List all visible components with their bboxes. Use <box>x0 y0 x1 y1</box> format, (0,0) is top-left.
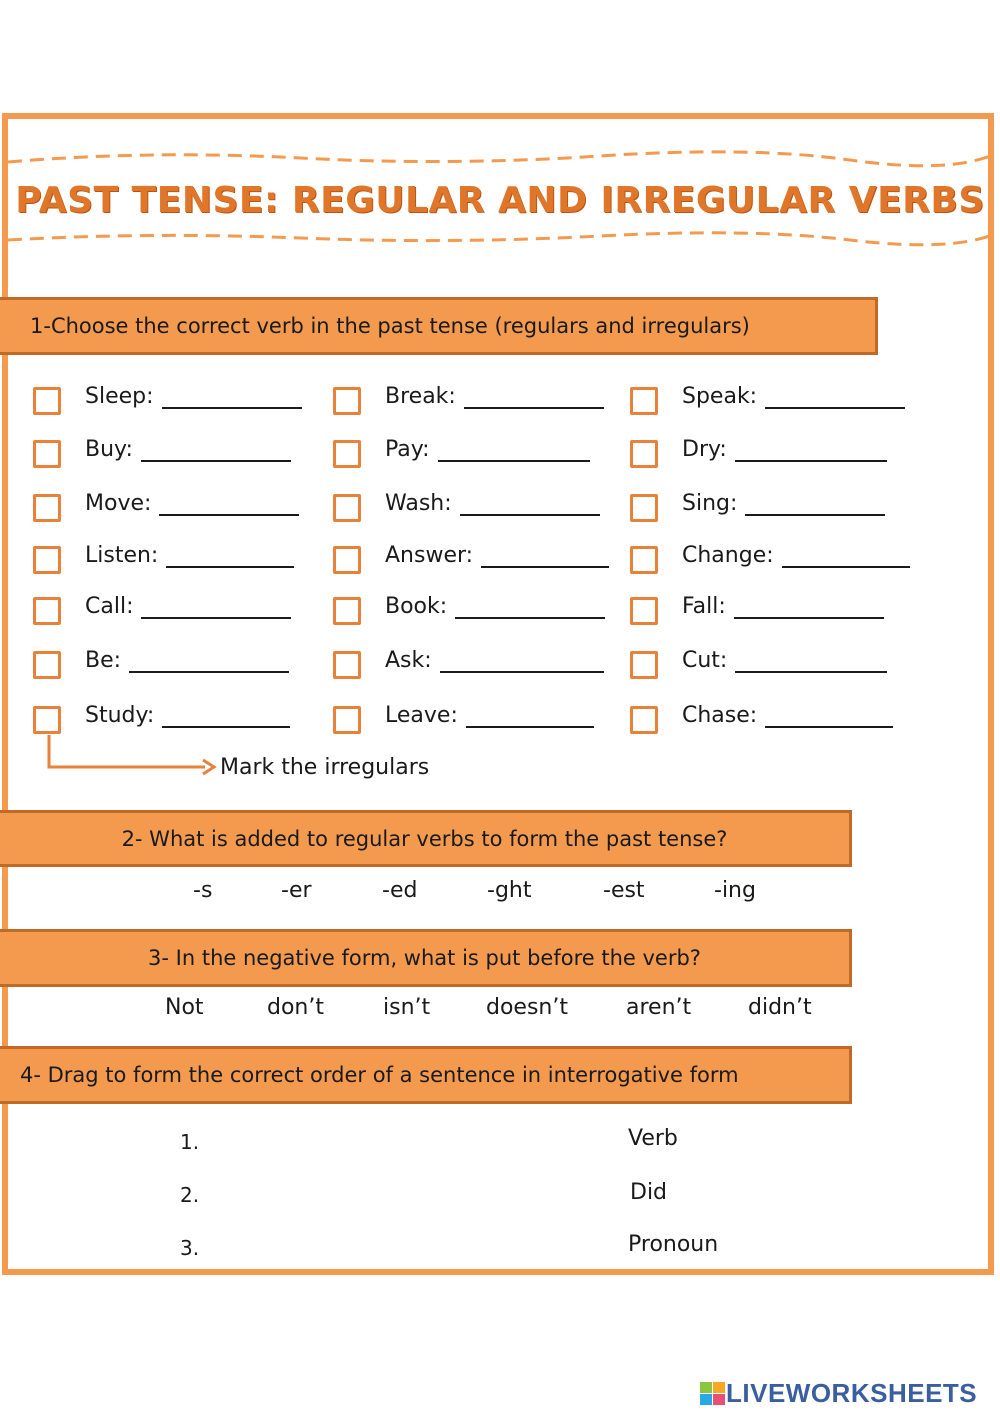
verb-item-wash <box>385 491 600 516</box>
verb-item-ask <box>385 648 604 673</box>
verb-item-listen <box>85 543 294 568</box>
verb-item-change <box>682 543 910 568</box>
answer-blank-fall[interactable] <box>734 599 884 619</box>
verb-label: Sing: <box>682 491 738 516</box>
section2-heading <box>0 810 852 867</box>
checkbox-listen[interactable] <box>33 546 61 574</box>
option-arent[interactable]: aren’t <box>626 995 692 1020</box>
verb-label: Sleep: <box>85 384 154 409</box>
verb-item-study <box>85 703 290 728</box>
verb-label: Speak: <box>682 384 758 409</box>
verb-item-dry <box>682 437 887 462</box>
checkbox-wash[interactable] <box>333 494 361 522</box>
section3-heading <box>0 929 852 987</box>
verb-item-book <box>385 594 605 619</box>
liveworksheets-brand: LIVEWORKSHEETS <box>726 1378 978 1408</box>
checkbox-speak[interactable] <box>630 387 658 415</box>
drag-item-pronoun[interactable]: Pronoun <box>628 1232 719 1257</box>
verb-label: Study: <box>85 703 155 728</box>
option-est[interactable]: -est <box>603 878 645 903</box>
checkbox-ask[interactable] <box>333 651 361 679</box>
answer-blank-move[interactable] <box>159 496 299 516</box>
liveworksheets-logo <box>700 1378 977 1409</box>
verb-label: Answer: <box>385 543 474 568</box>
verb-label: Change: <box>682 543 774 568</box>
section1-heading-text: 1-Choose the correct verb in the past tense (regulars and irregulars) <box>30 314 750 338</box>
option-ed[interactable]: -ed <box>382 878 418 903</box>
verb-item-break <box>385 384 604 409</box>
verb-label: Pay: <box>385 437 430 462</box>
checkbox-dry[interactable] <box>630 440 658 468</box>
verb-item-cut <box>682 648 887 673</box>
verb-label: Wash: <box>385 491 452 516</box>
checkbox-fall[interactable] <box>630 597 658 625</box>
checkbox-be[interactable] <box>33 651 61 679</box>
answer-blank-dry[interactable] <box>735 442 887 462</box>
verb-label: Break: <box>385 384 456 409</box>
answer-blank-book[interactable] <box>455 599 605 619</box>
verb-label: Buy: <box>85 437 133 462</box>
verb-label: Cut: <box>682 648 728 673</box>
verb-item-buy <box>85 437 291 462</box>
option-dont[interactable]: don’t <box>267 995 324 1020</box>
answer-blank-leave[interactable] <box>466 708 594 728</box>
checkbox-break[interactable] <box>333 387 361 415</box>
order-slot-3-number: 3. <box>180 1236 200 1260</box>
answer-blank-answer[interactable] <box>481 548 609 568</box>
verb-item-answer <box>385 543 609 568</box>
answer-blank-sleep[interactable] <box>162 389 302 409</box>
verb-label: Fall: <box>682 594 726 619</box>
verb-label: Move: <box>85 491 152 516</box>
checkbox-chase[interactable] <box>630 706 658 734</box>
answer-blank-break[interactable] <box>464 389 604 409</box>
arrow-icon <box>40 735 230 780</box>
answer-blank-study[interactable] <box>162 708 290 728</box>
order-slot-1-number: 1. <box>180 1130 200 1154</box>
checkbox-answer[interactable] <box>333 546 361 574</box>
verb-item-speak <box>682 384 905 409</box>
verb-label: Leave: <box>385 703 458 728</box>
verb-item-chase <box>682 703 893 728</box>
checkbox-call[interactable] <box>33 597 61 625</box>
option-ght[interactable]: -ght <box>487 878 532 903</box>
checkbox-leave[interactable] <box>333 706 361 734</box>
verb-label: Chase: <box>682 703 758 728</box>
option-ing[interactable]: -ing <box>714 878 756 903</box>
checkbox-move[interactable] <box>33 494 61 522</box>
checkbox-sing[interactable] <box>630 494 658 522</box>
option-not[interactable]: Not <box>165 995 204 1020</box>
answer-blank-wash[interactable] <box>460 496 600 516</box>
irregulars-note: Mark the irregulars <box>220 755 430 780</box>
answer-blank-listen[interactable] <box>166 548 294 568</box>
section4-heading <box>0 1046 852 1104</box>
checkbox-book[interactable] <box>333 597 361 625</box>
verb-label: Listen: <box>85 543 159 568</box>
section3-heading-text: 3- In the negative form, what is put before the verb? <box>148 946 701 970</box>
answer-blank-buy[interactable] <box>141 442 291 462</box>
verb-item-be <box>85 648 289 673</box>
checkbox-study[interactable] <box>33 706 61 734</box>
checkbox-change[interactable] <box>630 546 658 574</box>
section4-heading-text: 4- Drag to form the correct order of a sentence in interrogative form <box>20 1063 739 1087</box>
checkbox-pay[interactable] <box>333 440 361 468</box>
option-doesnt[interactable]: doesn’t <box>486 995 568 1020</box>
verb-item-move <box>85 491 299 516</box>
verb-label: Be: <box>85 648 122 673</box>
answer-blank-speak[interactable] <box>765 389 905 409</box>
answer-blank-call[interactable] <box>141 599 291 619</box>
checkbox-cut[interactable] <box>630 651 658 679</box>
verb-label: Call: <box>85 594 134 619</box>
verb-item-pay <box>385 437 590 462</box>
verb-item-leave <box>385 703 594 728</box>
verb-label: Book: <box>385 594 448 619</box>
answer-blank-be[interactable] <box>129 653 289 673</box>
verb-item-sing <box>682 491 885 516</box>
option-didnt[interactable]: didn’t <box>748 995 812 1020</box>
section2-heading-text: 2- What is added to regular verbs to form the past tense? <box>121 826 728 851</box>
verb-item-fall <box>682 594 884 619</box>
answer-blank-cut[interactable] <box>735 653 887 673</box>
drag-item-verb[interactable]: Verb <box>628 1126 678 1151</box>
verb-label: Ask: <box>385 648 432 673</box>
drag-item-did[interactable]: Did <box>630 1180 668 1205</box>
order-slot-2-number: 2. <box>180 1183 200 1207</box>
page-title: PAST TENSE: REGULAR AND IRREGULAR VERBS <box>15 180 985 221</box>
answer-blank-ask[interactable] <box>440 653 604 673</box>
checkbox-sleep[interactable] <box>33 387 61 415</box>
option-s[interactable]: -s <box>193 878 213 903</box>
answer-blank-change[interactable] <box>782 548 910 568</box>
verb-item-call <box>85 594 291 619</box>
section1-heading <box>0 297 878 355</box>
verb-item-sleep <box>85 384 302 409</box>
checkbox-buy[interactable] <box>33 440 61 468</box>
answer-blank-sing[interactable] <box>745 496 885 516</box>
option-isnt[interactable]: isn’t <box>383 995 431 1020</box>
liveworksheets-logo-icon <box>700 1382 726 1406</box>
answer-blank-chase[interactable] <box>765 708 893 728</box>
option-er[interactable]: -er <box>281 878 312 903</box>
answer-blank-pay[interactable] <box>438 442 590 462</box>
verb-label: Dry: <box>682 437 727 462</box>
